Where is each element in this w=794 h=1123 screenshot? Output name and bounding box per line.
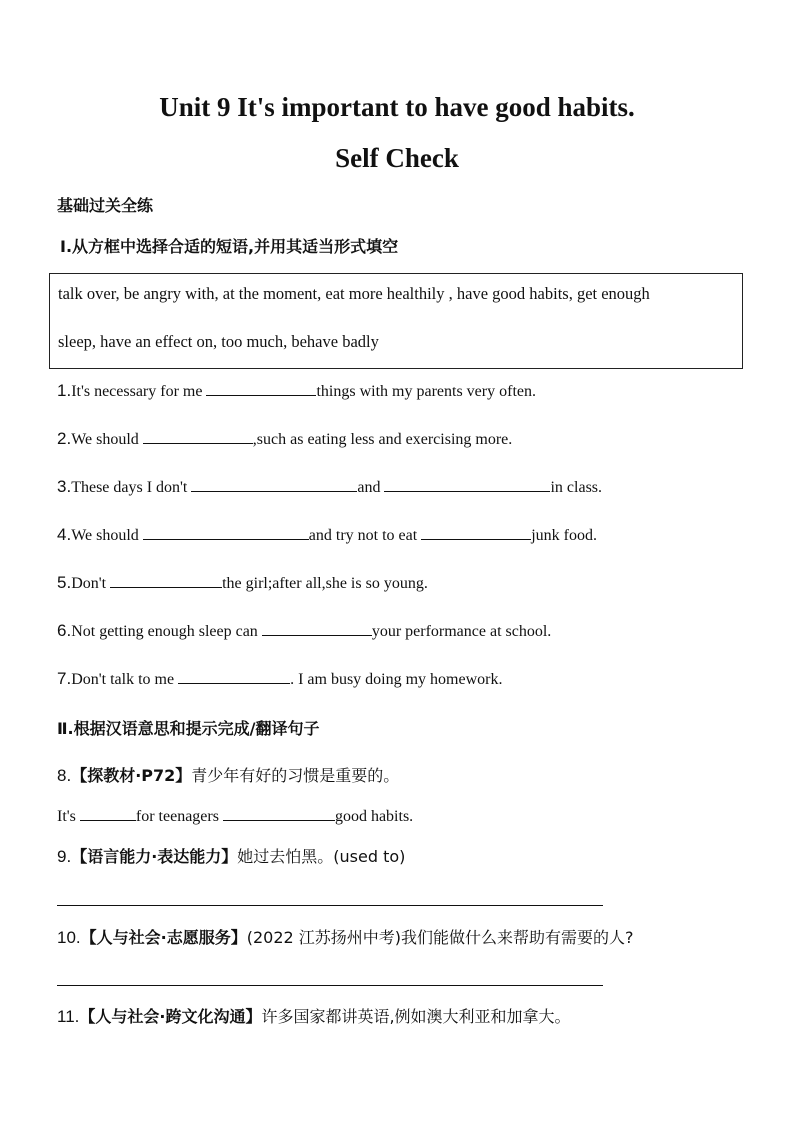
question-8-prompt: 8.【探教材·P72】青少年有好的习惯是重要的。 xyxy=(57,766,400,785)
question-3: 3.These days I don't and in class. xyxy=(57,477,603,496)
question-8-sentence: It's for teenagers good habits. xyxy=(57,808,414,825)
phrase-box-line-1: talk over, be angry with, at the moment, eat more healthily , have good habits, get enough xyxy=(58,284,650,303)
section-label: 基础过关全练 xyxy=(57,196,154,215)
answer-line-10[interactable] xyxy=(57,985,603,986)
page-title: Unit 9 It's important to have good habits. xyxy=(159,92,635,122)
answer-blank[interactable] xyxy=(223,806,335,821)
answer-blank[interactable] xyxy=(143,429,253,444)
answer-line-9[interactable] xyxy=(57,905,603,906)
question-9-tag: 【语言能力·表达能力】 xyxy=(71,847,238,866)
answer-blank[interactable] xyxy=(143,525,309,540)
answer-blank[interactable] xyxy=(191,477,357,492)
phrase-box xyxy=(49,273,743,369)
question-4: 4.We should and try not to eat junk food. xyxy=(57,525,597,544)
answer-blank[interactable] xyxy=(80,806,136,821)
answer-blank[interactable] xyxy=(421,525,531,540)
answer-blank[interactable] xyxy=(178,669,290,684)
answer-blank[interactable] xyxy=(206,381,316,396)
question-2: 2.We should ,such as eating less and exercising more. xyxy=(57,429,513,448)
answer-blank[interactable] xyxy=(262,621,372,636)
question-11-prompt: 11.【人与社会·跨文化沟通】许多国家都讲英语,例如澳大利亚和加拿大。 xyxy=(57,1007,571,1026)
question-9-prompt: 9.【语言能力·表达能力】她过去怕黑。(used to) xyxy=(57,847,406,866)
part2-heading: Ⅱ.根据汉语意思和提示完成/翻译句子 xyxy=(57,719,320,738)
page-subtitle: Self Check xyxy=(335,143,459,173)
question-7: 7.Don't talk to me . I am busy doing my homework. xyxy=(57,669,503,688)
question-11-tag: 【人与社会·跨文化沟通】 xyxy=(79,1007,262,1026)
answer-blank[interactable] xyxy=(110,573,222,588)
phrase-box-line-2: sleep, have an effect on, too much, behave badly xyxy=(58,332,379,351)
question-8-tag: 【探教材·P72】 xyxy=(71,766,192,785)
question-10-prompt: 10.【人与社会·志愿服务】(2022 江苏扬州中考)我们能做什么来帮助有需要的人? xyxy=(57,928,634,947)
part1-heading: Ⅰ.从方框中选择合适的短语,并用其适当形式填空 xyxy=(60,237,399,256)
answer-blank[interactable] xyxy=(384,477,550,492)
question-1: 1.It's necessary for me things with my parents very often. xyxy=(57,381,536,400)
question-5: 5.Don't the girl;after all,she is so young. xyxy=(57,573,428,592)
question-10-tag: 【人与社会·志愿服务】 xyxy=(80,928,247,947)
question-6: 6.Not getting enough sleep can your performance at school. xyxy=(57,621,552,640)
